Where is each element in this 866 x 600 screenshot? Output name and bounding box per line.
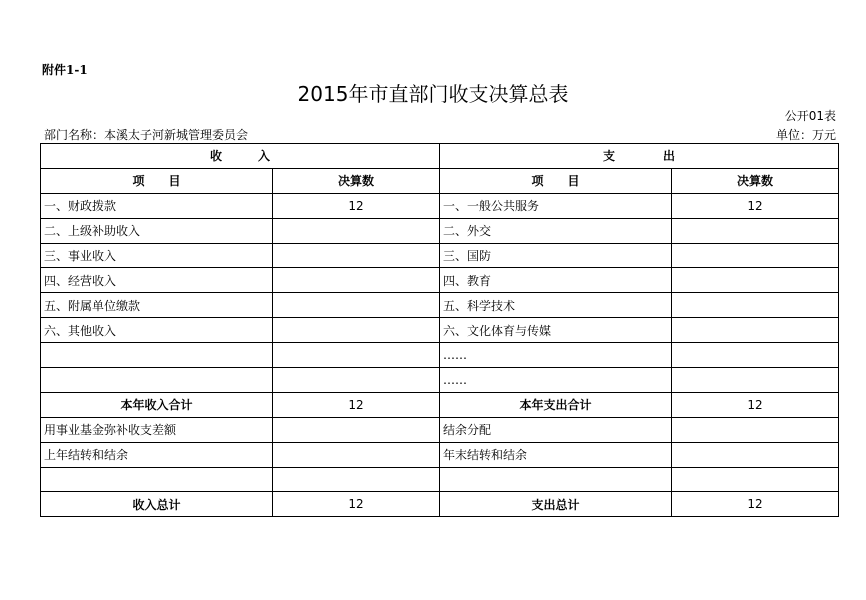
- income-item: 一、财政拨款: [41, 193, 273, 218]
- income-item: 三、事业收入: [41, 243, 273, 268]
- income-amount-header: 决算数: [273, 168, 440, 193]
- expense-item: 年末结转和结余: [440, 442, 672, 467]
- expense-item: ……: [440, 368, 672, 393]
- expense-item: 五、科学技术: [440, 293, 672, 318]
- expense-amount: [672, 417, 839, 442]
- income-item: 五、附属单位缴款: [41, 293, 273, 318]
- income-amount: [273, 293, 440, 318]
- expense-item: 二、外交: [440, 218, 672, 243]
- income-total-amount: 12: [273, 492, 440, 517]
- expense-amount: [672, 467, 839, 492]
- income-item-header: 项 目: [41, 168, 273, 193]
- table-row: [41, 293, 839, 318]
- expense-amount: [672, 243, 839, 268]
- income-item: [41, 343, 273, 368]
- expense-header: 支 出: [440, 144, 839, 169]
- table-row: [41, 268, 839, 293]
- income-amount: 12: [273, 193, 440, 218]
- income-subtotal-amount: 12: [273, 392, 440, 417]
- expense-subtotal-amount: 12: [672, 392, 839, 417]
- expense-amount: [672, 268, 839, 293]
- expense-subtotal-label: 本年支出合计: [440, 392, 672, 417]
- budget-summary-table: [40, 143, 839, 517]
- table-row: [41, 417, 839, 442]
- table-row: [41, 368, 839, 393]
- expense-item: 结余分配: [440, 417, 672, 442]
- income-total-label: 收入总计: [41, 492, 273, 517]
- table-row: [41, 318, 839, 343]
- income-amount: [273, 467, 440, 492]
- expense-item: 三、国防: [440, 243, 672, 268]
- income-item: [41, 467, 273, 492]
- income-amount: [273, 318, 440, 343]
- expense-total-amount: 12: [672, 492, 839, 517]
- expense-amount: [672, 318, 839, 343]
- unit-label: 单位：万元: [775, 128, 836, 142]
- table-row: [41, 218, 839, 243]
- income-amount: [273, 442, 440, 467]
- section-header-row: [41, 144, 839, 169]
- table-row: [41, 442, 839, 467]
- subtotal-row: [41, 392, 839, 417]
- income-header: 收 入: [41, 144, 440, 169]
- income-item: 四、经营收入: [41, 268, 273, 293]
- attachment-label: 附件1-1: [42, 63, 88, 77]
- expense-item: ……: [440, 343, 672, 368]
- expense-item: 六、文化体育与传媒: [440, 318, 672, 343]
- expense-amount-header: 决算数: [672, 168, 839, 193]
- expense-total-label: 支出总计: [440, 492, 672, 517]
- expense-item: 四、教育: [440, 268, 672, 293]
- income-amount: [273, 343, 440, 368]
- income-item: 二、上级补助收入: [41, 218, 273, 243]
- total-row: [41, 492, 839, 517]
- income-amount: [273, 268, 440, 293]
- expense-amount: 12: [672, 193, 839, 218]
- page-title: 2015年市直部门收支决算总表: [297, 82, 569, 106]
- expense-amount: [672, 442, 839, 467]
- income-amount: [273, 368, 440, 393]
- expense-amount: [672, 368, 839, 393]
- expense-item-header: 项 目: [440, 168, 672, 193]
- income-item: 用事业基金弥补收支差额: [41, 417, 273, 442]
- income-amount: [273, 417, 440, 442]
- expense-amount: [672, 343, 839, 368]
- expense-item: [440, 467, 672, 492]
- income-amount: [273, 218, 440, 243]
- department-name: 部门名称：本溪太子河新城管理委员会: [44, 128, 249, 142]
- table-row: [41, 193, 839, 218]
- table-row: [41, 343, 839, 368]
- expense-amount: [672, 293, 839, 318]
- income-amount: [273, 243, 440, 268]
- income-item: 上年结转和结余: [41, 442, 273, 467]
- income-item: 六、其他收入: [41, 318, 273, 343]
- income-item: [41, 368, 273, 393]
- form-code: 公开01表: [784, 109, 836, 123]
- column-header-row: [41, 168, 839, 193]
- expense-amount: [672, 218, 839, 243]
- table-row: [41, 243, 839, 268]
- table-row: [41, 467, 839, 492]
- income-subtotal-label: 本年收入合计: [41, 392, 273, 417]
- expense-item: 一、一般公共服务: [440, 193, 672, 218]
